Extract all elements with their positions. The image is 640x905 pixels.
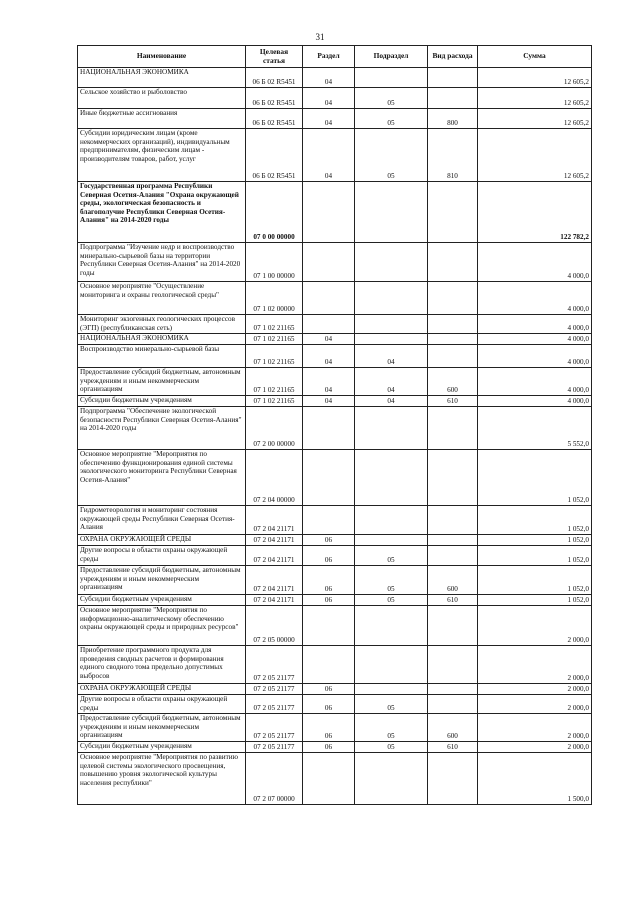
row-expense-type — [428, 753, 478, 805]
row-sum: 4 000,0 — [478, 315, 592, 334]
row-subsection: 05 — [355, 695, 428, 714]
row-sum: 12 605,2 — [478, 109, 592, 129]
row-section: 06 — [303, 684, 355, 695]
row-name: Сельское хозяйство и рыболовство — [78, 88, 246, 109]
table-row — [78, 315, 592, 334]
row-name: ОХРАНА ОКРУЖАЮЩЕЙ СРЕДЫ — [78, 684, 246, 695]
table-row — [78, 88, 592, 109]
row-subsection: 05 — [355, 88, 428, 109]
row-sum: 12 605,2 — [478, 129, 592, 182]
row-expense-type — [428, 450, 478, 506]
row-section: 06 — [303, 695, 355, 714]
row-target-article: 07 2 04 21171 — [246, 595, 303, 606]
row-section — [303, 606, 355, 646]
row-subsection — [355, 606, 428, 646]
table-row — [78, 368, 592, 396]
row-target-article: 07 2 04 21171 — [246, 546, 303, 566]
row-target-article: 07 2 05 21177 — [246, 684, 303, 695]
row-section — [303, 506, 355, 535]
row-sum: 1 500,0 — [478, 753, 592, 805]
row-expense-type: 610 — [428, 595, 478, 606]
row-subsection — [355, 315, 428, 334]
table-row — [78, 646, 592, 684]
row-expense-type — [428, 334, 478, 345]
row-name: Предоставление субсидий бюджетным, автономным учреждениям и иным некоммерческим организациям — [78, 566, 246, 595]
row-subsection — [355, 243, 428, 282]
row-subsection: 05 — [355, 595, 428, 606]
row-subsection: 05 — [355, 566, 428, 595]
row-name: Основное мероприятие "Мероприятия по информационно-аналитическому обеспечению охраны окружающей среды и природных ресурсов" — [78, 606, 246, 646]
row-target-article: 07 2 05 00000 — [246, 606, 303, 646]
header-sum: Сумма — [478, 46, 592, 68]
row-expense-type: 810 — [428, 129, 478, 182]
row-section: 04 — [303, 334, 355, 345]
row-name: Основное мероприятие "Мероприятия по обеспечению функционирования единой системы экологического мониторинга Республики Северная Осетия-Алания" — [78, 450, 246, 506]
table-row — [78, 684, 592, 695]
row-target-article: 07 2 00 00000 — [246, 407, 303, 450]
row-name: Гидрометеорология и мониторинг состояния окружающей среды Республики Северная Осетия-Алания — [78, 506, 246, 535]
table-row — [78, 535, 592, 546]
row-sum: 2 000,0 — [478, 695, 592, 714]
row-sum: 2 000,0 — [478, 684, 592, 695]
row-target-article: 07 2 07 00000 — [246, 753, 303, 805]
table-row — [78, 334, 592, 345]
row-name: Другие вопросы в области охраны окружающей среды — [78, 546, 246, 566]
row-subsection — [355, 535, 428, 546]
row-sum: 12 605,2 — [478, 68, 592, 88]
row-name: Подпрограмма "Изучение недр и воспроизводство минерально-сырьевой базы на территории Республики Северная Осетия-Алания" на 2014-2020 годы — [78, 243, 246, 282]
row-expense-type — [428, 182, 478, 243]
row-expense-type — [428, 345, 478, 368]
row-subsection — [355, 407, 428, 450]
row-target-article: 07 1 00 00000 — [246, 243, 303, 282]
row-section — [303, 753, 355, 805]
row-sum: 4 000,0 — [478, 345, 592, 368]
row-section — [303, 450, 355, 506]
row-name: Субсидии бюджетным учреждениям — [78, 742, 246, 753]
row-sum: 1 052,0 — [478, 535, 592, 546]
row-section — [303, 182, 355, 243]
row-name: Предоставление субсидий бюджетным, автономным учреждениям и иным некоммерческим организациям — [78, 714, 246, 742]
row-expense-type — [428, 646, 478, 684]
row-expense-type: 600 — [428, 368, 478, 396]
table-row — [78, 606, 592, 646]
row-expense-type — [428, 695, 478, 714]
row-target-article: 07 1 02 21165 — [246, 396, 303, 407]
row-target-article: 07 2 05 21177 — [246, 695, 303, 714]
row-section — [303, 407, 355, 450]
row-target-article: 07 1 02 21165 — [246, 345, 303, 368]
row-name: Основное мероприятие "Осуществление мониторинга и охраны геологической среды" — [78, 282, 246, 315]
row-subsection — [355, 506, 428, 535]
row-expense-type: 610 — [428, 396, 478, 407]
table-row — [78, 595, 592, 606]
row-subsection: 05 — [355, 109, 428, 129]
row-sum: 5 552,0 — [478, 407, 592, 450]
table-row — [78, 695, 592, 714]
row-sum: 4 000,0 — [478, 396, 592, 407]
row-name: Воспроизводство минерально-сырьевой базы — [78, 345, 246, 368]
row-name: Мониторинг экзогенных геологических процессов (ЭГП) (республиканская сеть) — [78, 315, 246, 334]
row-name: Субсидии юридическим лицам (кроме некоммерческих организаций), индивидуальным предпринимателям, физическим лицам - производителям товаров, работ, услуг — [78, 129, 246, 182]
row-expense-type: 800 — [428, 109, 478, 129]
row-expense-type — [428, 282, 478, 315]
row-expense-type — [428, 546, 478, 566]
row-sum: 1 052,0 — [478, 506, 592, 535]
row-expense-type — [428, 407, 478, 450]
row-expense-type — [428, 535, 478, 546]
row-expense-type — [428, 315, 478, 334]
row-subsection — [355, 684, 428, 695]
table-row — [78, 546, 592, 566]
row-expense-type — [428, 88, 478, 109]
row-name: Основное мероприятие "Мероприятия по развитию целевой системы экологического просвещения, повышению уровня экологической культуры населения республики" — [78, 753, 246, 805]
row-target-article: 07 0 00 00000 — [246, 182, 303, 243]
row-sum: 1 052,0 — [478, 546, 592, 566]
row-target-article: 07 2 04 21171 — [246, 566, 303, 595]
row-section — [303, 315, 355, 334]
row-section: 06 — [303, 566, 355, 595]
row-section: 06 — [303, 714, 355, 742]
row-subsection — [355, 450, 428, 506]
row-subsection: 05 — [355, 546, 428, 566]
row-section: 06 — [303, 535, 355, 546]
row-name: ОХРАНА ОКРУЖАЮЩЕЙ СРЕДЫ — [78, 535, 246, 546]
row-section: 04 — [303, 396, 355, 407]
table-row — [78, 506, 592, 535]
page-number: 31 — [315, 32, 325, 42]
table-row — [78, 742, 592, 753]
row-subsection: 05 — [355, 742, 428, 753]
row-target-article: 07 1 02 21165 — [246, 315, 303, 334]
table-row — [78, 182, 592, 243]
row-sum: 1 052,0 — [478, 450, 592, 506]
budget-table — [77, 45, 592, 805]
table-row — [78, 566, 592, 595]
row-sum: 4 000,0 — [478, 334, 592, 345]
row-name: Государственная программа Республики Северная Осетия-Алания "Охрана окружающей среды, экологическая безопасность и благополучие Республики Северная Осетия-Алания" на 2014-2020 годы — [78, 182, 246, 243]
row-section — [303, 243, 355, 282]
row-sum: 2 000,0 — [478, 714, 592, 742]
row-target-article: 06 Б 02 R5451 — [246, 68, 303, 88]
table-header-row — [78, 46, 592, 68]
row-sum: 4 000,0 — [478, 368, 592, 396]
row-subsection: 04 — [355, 368, 428, 396]
header-subsection: Подраздел — [355, 46, 428, 68]
row-name: Иные бюджетные ассигнования — [78, 109, 246, 129]
row-section: 06 — [303, 595, 355, 606]
row-target-article: 07 2 05 21177 — [246, 714, 303, 742]
row-sum: 2 000,0 — [478, 742, 592, 753]
row-expense-type: 600 — [428, 714, 478, 742]
row-section: 06 — [303, 546, 355, 566]
row-section: 04 — [303, 68, 355, 88]
row-target-article: 07 1 02 21165 — [246, 368, 303, 396]
row-sum: 1 052,0 — [478, 595, 592, 606]
row-expense-type — [428, 606, 478, 646]
table-row — [78, 450, 592, 506]
row-name: НАЦИОНАЛЬНАЯ ЭКОНОМИКА — [78, 334, 246, 345]
row-expense-type — [428, 243, 478, 282]
row-section: 06 — [303, 742, 355, 753]
row-target-article: 07 2 04 00000 — [246, 450, 303, 506]
table-row — [78, 407, 592, 450]
row-expense-type — [428, 68, 478, 88]
row-subsection: 04 — [355, 345, 428, 368]
row-sum: 12 605,2 — [478, 88, 592, 109]
row-section — [303, 646, 355, 684]
row-name: НАЦИОНАЛЬНАЯ ЭКОНОМИКА — [78, 68, 246, 88]
table-row — [78, 282, 592, 315]
row-sum: 4 000,0 — [478, 282, 592, 315]
row-name: Субсидии бюджетным учреждениям — [78, 595, 246, 606]
header-name: Наименование — [78, 46, 246, 68]
row-subsection — [355, 182, 428, 243]
row-expense-type: 610 — [428, 742, 478, 753]
row-subsection — [355, 68, 428, 88]
table-row — [78, 243, 592, 282]
row-name: Субсидии бюджетным учреждениям — [78, 396, 246, 407]
row-section: 04 — [303, 88, 355, 109]
header-target-article: Целевая статья — [246, 46, 303, 68]
row-name: Приобретение программного продукта для проведения сводных расчетов и формирования единого сводного тома предельно допустимых выбросов — [78, 646, 246, 684]
row-name: Предоставление субсидий бюджетным, автономным учреждениям и иным некоммерческим организациям — [78, 368, 246, 396]
row-section — [303, 282, 355, 315]
row-subsection — [355, 646, 428, 684]
table-row — [78, 753, 592, 805]
row-sum: 2 000,0 — [478, 606, 592, 646]
header-section: Раздел — [303, 46, 355, 68]
row-expense-type — [428, 506, 478, 535]
row-target-article: 07 2 05 21177 — [246, 646, 303, 684]
table-row — [78, 345, 592, 368]
row-subsection: 05 — [355, 129, 428, 182]
row-name: Другие вопросы в области охраны окружающей среды — [78, 695, 246, 714]
row-target-article: 07 2 05 21177 — [246, 742, 303, 753]
row-subsection: 05 — [355, 714, 428, 742]
row-target-article: 06 Б 02 R5451 — [246, 88, 303, 109]
row-target-article: 06 Б 02 R5451 — [246, 109, 303, 129]
row-sum: 2 000,0 — [478, 646, 592, 684]
row-sum: 1 052,0 — [478, 566, 592, 595]
row-expense-type: 600 — [428, 566, 478, 595]
table-row — [78, 109, 592, 129]
row-subsection: 04 — [355, 396, 428, 407]
table-row — [78, 129, 592, 182]
table-body — [78, 68, 592, 805]
row-target-article: 07 2 04 21171 — [246, 535, 303, 546]
row-subsection — [355, 753, 428, 805]
row-name: Подпрограмма "Обеспечение экологической безопасности Республики Северная Осетия-Алания" на 2014-2020 годы — [78, 407, 246, 450]
row-sum: 122 782,2 — [478, 182, 592, 243]
table-row — [78, 68, 592, 88]
row-target-article: 07 1 02 00000 — [246, 282, 303, 315]
row-target-article: 06 Б 02 R5451 — [246, 129, 303, 182]
row-section: 04 — [303, 129, 355, 182]
table-row — [78, 396, 592, 407]
row-section: 04 — [303, 109, 355, 129]
table-row — [78, 714, 592, 742]
row-section: 04 — [303, 368, 355, 396]
row-section: 04 — [303, 345, 355, 368]
row-sum: 4 000,0 — [478, 243, 592, 282]
row-target-article: 07 2 04 21171 — [246, 506, 303, 535]
header-expense-type: Вид расхода — [428, 46, 478, 68]
row-subsection — [355, 334, 428, 345]
row-target-article: 07 1 02 21165 — [246, 334, 303, 345]
row-subsection — [355, 282, 428, 315]
row-expense-type — [428, 684, 478, 695]
